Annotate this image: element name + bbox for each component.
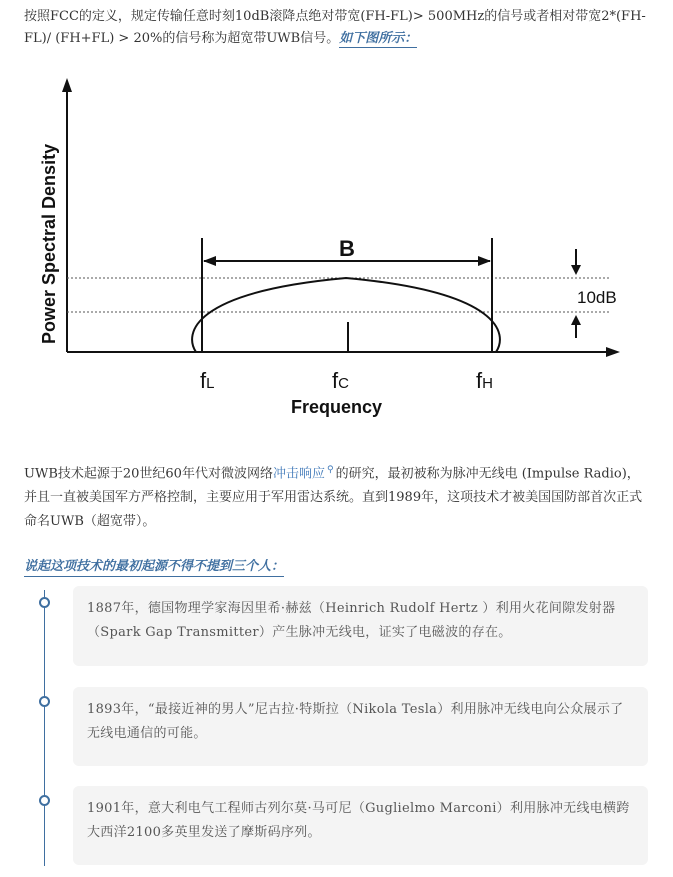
fh-main: f	[476, 368, 483, 393]
timeline-line	[44, 590, 45, 866]
fc-sub: C	[338, 375, 349, 392]
bandwidth-arrow-right	[478, 256, 491, 266]
timeline-text: 1901年，意大利电气工程师古列尔莫·马可尼（Guglielmo Marconi）利用脉冲无线电横跨大西洋2100多英里发送了摩斯码序列。	[87, 801, 630, 840]
timeline-dot	[39, 795, 50, 806]
search-icon[interactable]: ⚲	[326, 465, 334, 475]
fl-sub: L	[206, 375, 215, 392]
timeline-card-tesla	[73, 687, 648, 766]
fl-main: f	[200, 368, 207, 393]
fc-label	[332, 368, 349, 393]
x-axis-arrow	[606, 347, 620, 357]
psd-diagram	[36, 72, 636, 422]
intro-paragraph	[24, 6, 649, 50]
y-axis-arrow	[62, 78, 72, 92]
bandwidth-arrow-left	[203, 256, 216, 266]
fh-label	[476, 368, 493, 393]
figure-reference-link[interactable]: 如下图所示：	[339, 31, 418, 46]
bandwidth-label: B	[339, 236, 355, 261]
timeline-text: 1893年，“最接近神的男人”尼古拉·特斯拉（Nikola Tesla）利用脉冲无线电向公众展示了无线电通信的可能。	[87, 702, 624, 741]
section-heading: 说起这项技术的最初起源不得不提到三个人：	[24, 555, 284, 577]
history-paragraph	[24, 458, 649, 534]
fc-main: f	[332, 368, 339, 393]
timeline-dot	[39, 696, 50, 707]
fh-sub: H	[482, 375, 493, 392]
x-axis-label: Frequency	[291, 397, 383, 417]
spectrum-curve	[192, 278, 500, 352]
fl-label	[200, 368, 214, 393]
tendb-arrow-bottom-head	[571, 315, 581, 325]
tendb-label: 10dB	[577, 288, 617, 307]
timeline-dot	[39, 597, 50, 608]
tendb-arrow-top-head	[571, 265, 581, 275]
history-text-end: 的研究，最初被称为脉冲无线电 (Impulse Radio)，并且一直被美国军方严格控制，主要应用于军用雷达系统。直到1989年，这项技术才被美国国防部首次正式命名UWB（超宽带）。	[24, 466, 643, 530]
y-axis-label: Power Spectral Density	[39, 143, 59, 344]
timeline-card-hertz	[73, 586, 648, 666]
history-text-start: UWB技术起源于20世纪60年代对微波网络	[24, 466, 273, 482]
impulse-response-link[interactable]: 冲击响应	[272, 466, 325, 482]
timeline-card-marconi	[73, 786, 648, 865]
timeline-text: 1887年，德国物理学家海因里希·赫兹（Heinrich Rudolf Hertz ）利用火花间隙发射器（Spark Gap Transmitter）产生脉冲无线电，证实了电磁波的存在。	[87, 601, 616, 640]
intro-text: 按照FCC的定义，规定传输任意时刻10dB滚降点绝对带宽(FH-FL)> 500MHz的信号或者相对带宽2*(FH-FL)/ (FH+FL) > 20%的信号称为超宽带UWB信号。	[24, 9, 646, 46]
